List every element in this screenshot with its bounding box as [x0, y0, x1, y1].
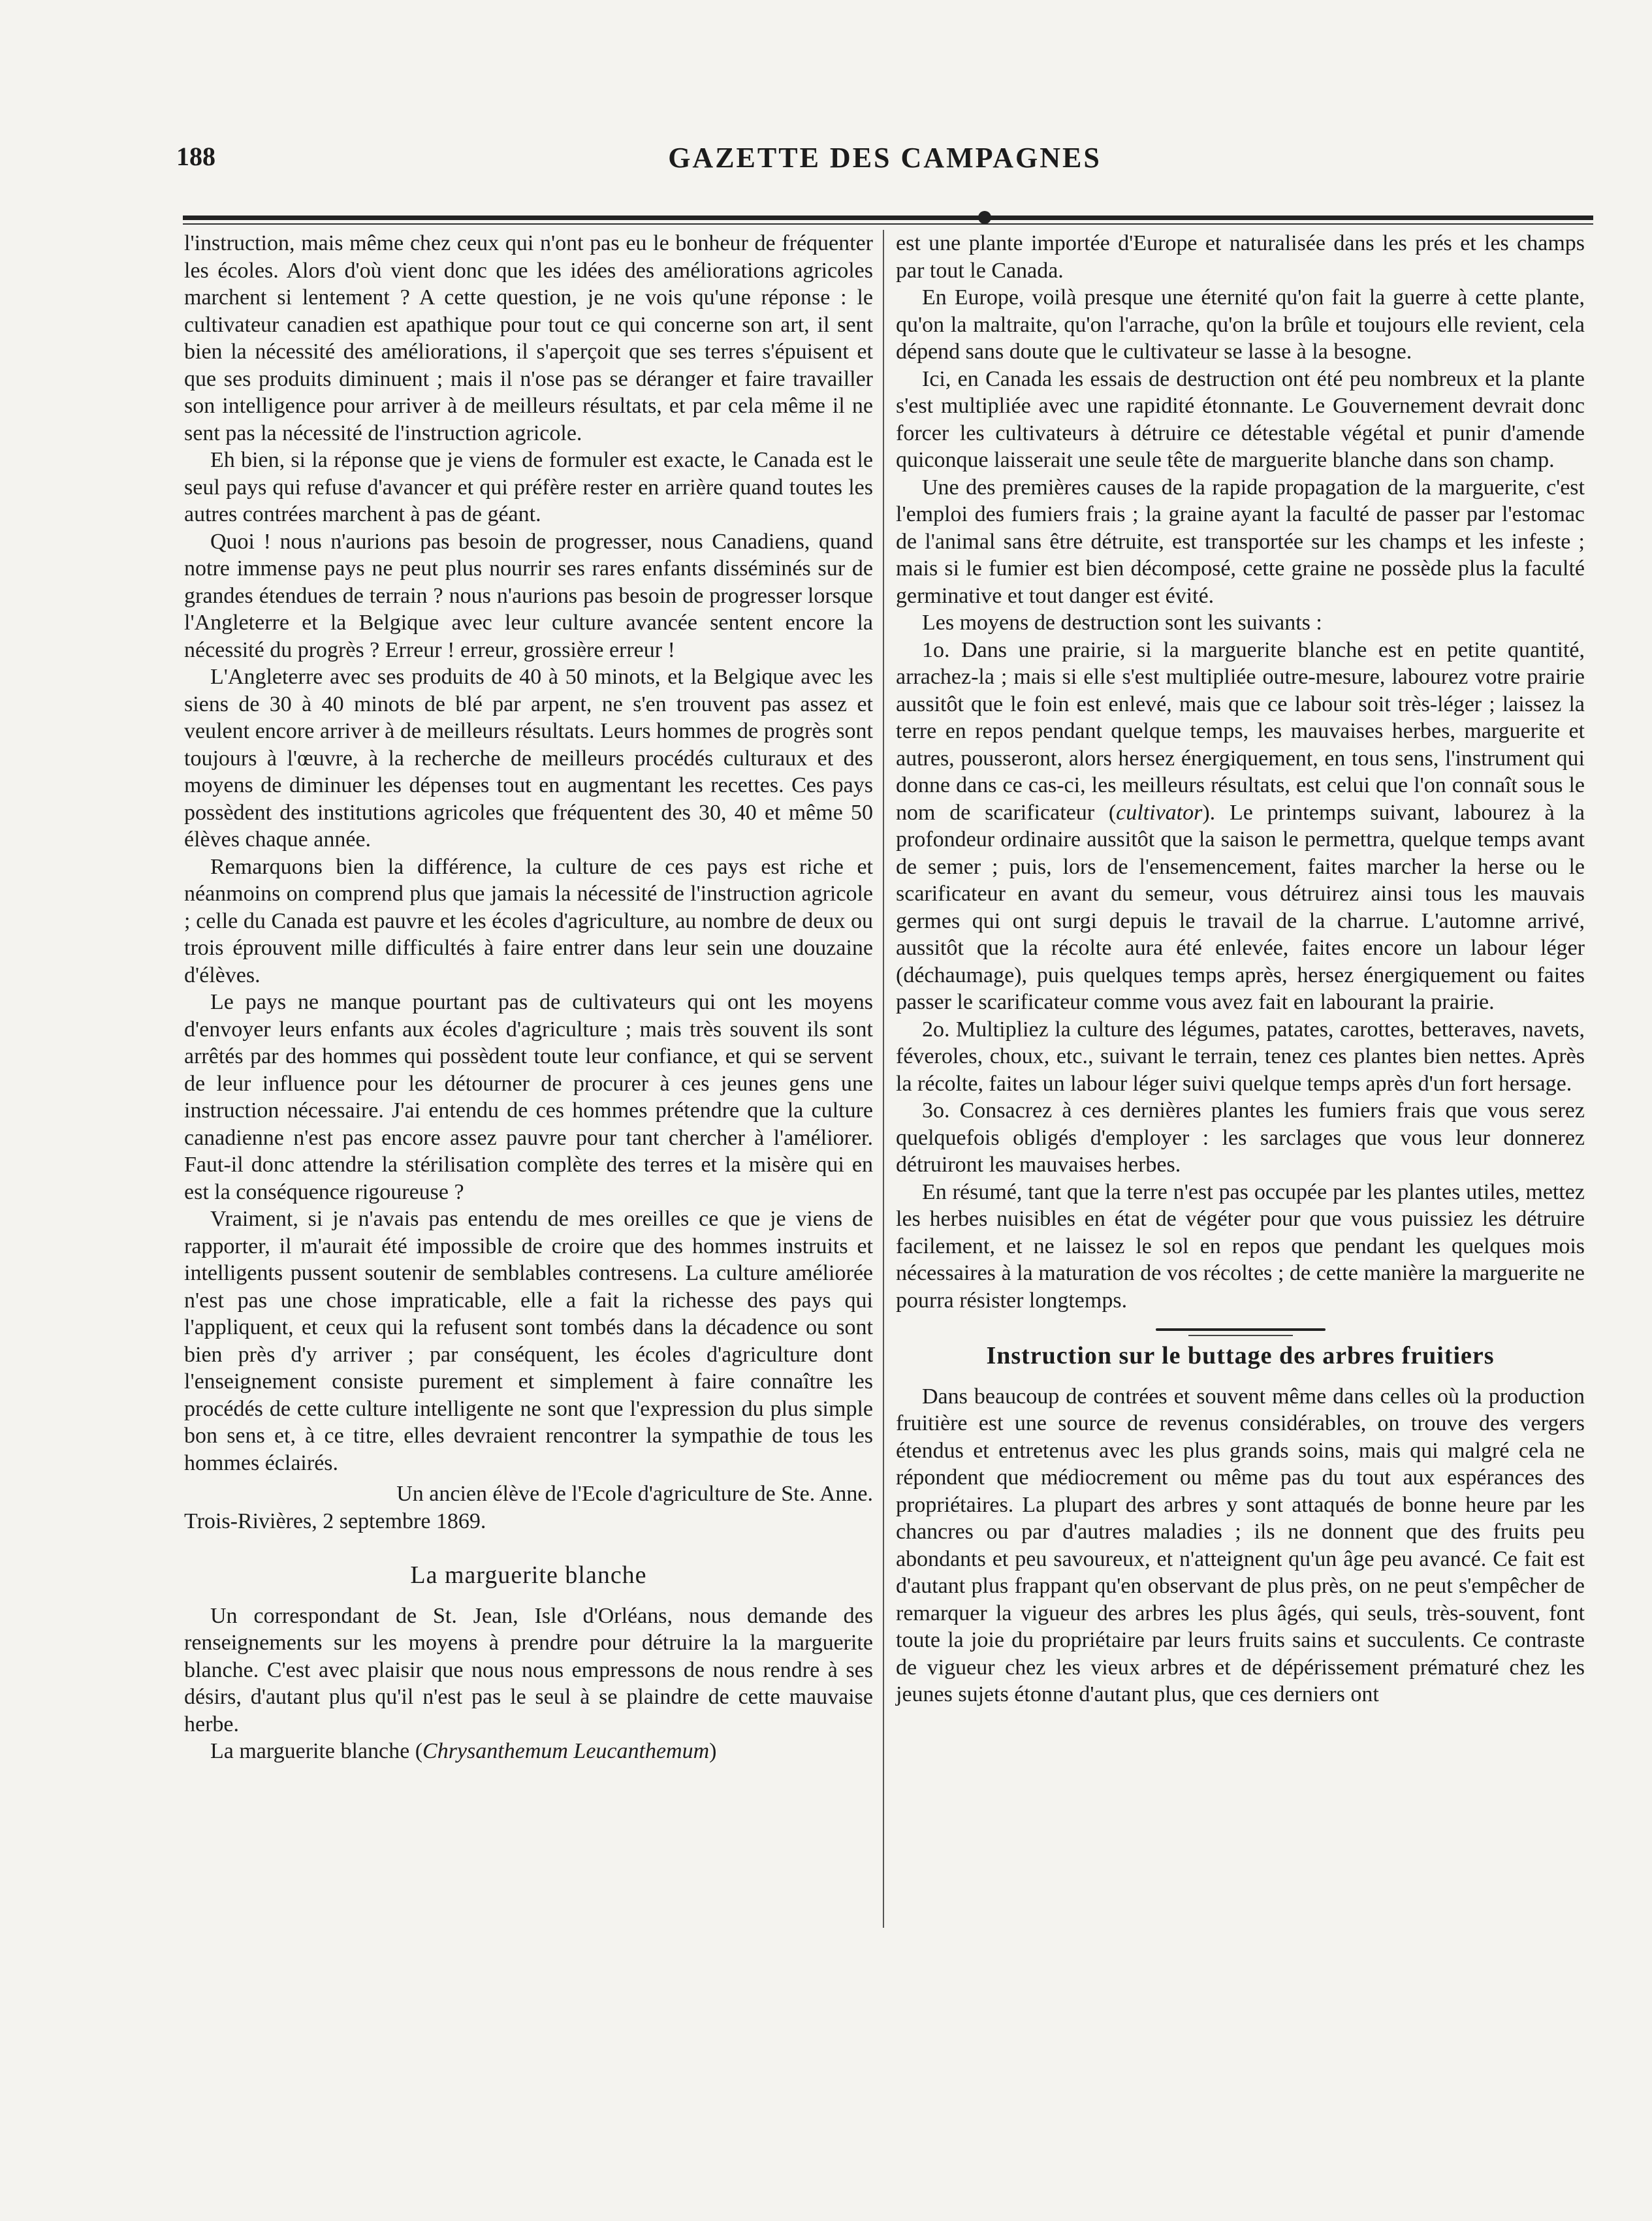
paragraph: Les moyens de destruction sont les suivants : [922, 611, 1322, 635]
text-run: 1o. Dans une prairie, si la marguerite blanche est en petite quantité, arrachez-la ; mais si elle s'est multipliée outre-mesure, labourez votre prairie aussitôt que le foin est enlevé, mais que ce labour soit très-léger ; laissez la terre en repos pendant quelque temps, les mauvaises herbes, marguerite et autres, pousseront, alors hersez énergiquement, en tous sens, l'instrument qui donne dans ce cas-ci, les meilleurs résultats, est celui que l'on connaît sous le nom de scarificateur ( [896, 637, 1585, 825]
article-signature: Un ancien élève de l'Ecole d'agriculture de Ste. Anne. [396, 1482, 873, 1506]
latin-name: Chrysanthemum Leucanthemum [422, 1739, 710, 1763]
paragraph: En résumé, tant que la terre n'est pas occupée par les plantes utiles, mettez les herbes nuisibles en état de végéter pour que vous puissiez les détruire facilement, et ne laissez le sol en repos que pendant les quelques mois nécessaires à la maturation de vos récoltes ; de cette manière la marguerite ne pourra résister longtemps. [896, 1179, 1585, 1313]
paragraph: Quoi ! nous n'aurions pas besoin de progresser, nous Canadiens, quand notre immense pays ne peut plus nourrir ses rares enfants disséminés sur de grandes étendues de terrain ? nous n'aurions pas besoin de progresser lorsque l'Angleterre et la Belgique avec leur culture avancée sentent encore la nécessité du progrès ? Erreur ! erreur, grossière erreur ! [184, 529, 873, 662]
paragraph: Ici, en Canada les essais de destruction ont été peu nombreux et la plante s'est multipliée avec une rapidité étonnante. Le Gouvernement devrait donc forcer les cultivateurs à détruire ce détestable végétal et punir d'amende quiconque laisserait une seule tête de marguerite blanche dans son champ. [896, 366, 1585, 472]
article-place-date: Trois-Rivières, 2 septembre 1869. [184, 1509, 486, 1533]
list-item: 2o. Multipliez la culture des légumes, patates, carottes, betteraves, navets, féveroles, choux, etc., suivant le terrain, tenez ces plantes bien nettes. Après la récolte, faites un labour léger suivi quelque temps après d'un fort hersage. [896, 1017, 1585, 1096]
header-rule-thin [183, 223, 1593, 225]
section-separator [1156, 1328, 1326, 1331]
page-header [176, 138, 1593, 184]
section-separator-thin [1188, 1335, 1293, 1336]
paragraph: Remarquons bien la différence, la culture de ces pays est riche et néanmoins on comprend plus que jamais la nécessité de l'instruction agricole ; celle du Canada est pauvre et les écoles d'agriculture, au nombre de deux ou trois éprouvent mille difficultés à faire entrer dans leur sein une douzaine d'élèves. [184, 854, 873, 987]
paragraph: L'Angleterre avec ses produits de 40 à 50 minots, et la Belgique avec les siens de 30 à 40 minots de blé par arpent, ne s'en trouvent pas assez et veulent encore arriver à de meilleurs résultats. Leurs hommes de progrès sont toujours à l'œuvre, à la recherche de meilleurs procédés culturaux et des moyens de diminuer les dépenses tout en augmentant les recettes. Ces pays possèdent des institutions agricoles que fréquentent des 30, 40 et même 50 élèves chaque année. [184, 665, 873, 852]
paragraph: Un correspondant de St. Jean, Isle d'Orléans, nous demande des renseignements sur les moyens à prendre pour détruire la la marguerite blanche. C'est avec plaisir que nous nous empressons de nous rendre à ses désirs, d'autant plus qu'il n'est pas le seul à se plaindre de cette mauvaise herbe. [184, 1603, 873, 1736]
paragraph: l'instruction, mais même chez ceux qui n'ont pas eu le bonheur de fréquenter les écoles. Alors d'où vient donc que les idées des améliorations agricoles marchent si lentement ? A cette question, je ne vois qu'une réponse : le cultivateur canadien est apathique pour tout ce qui concerne son art, il sent bien la nécessité des améliorations, il s'aperçoit que ses terres s'épuisent et que ses produits diminuent ; mais il n'ose pas se déranger et faire travailler son intelligence pour arriver à de meilleurs résultats, et par cela même il ne sent pas la nécessité de l'instruction agricole. [184, 231, 873, 445]
paragraph: En Europe, voilà presque une éternité qu'on fait la guerre à cette plante, qu'on la maltraite, qu'on l'arrache, qu'on la brûle et toujours elle revient, cela dépend sans doute que le cultivateur se lasse à la besogne. [896, 285, 1585, 364]
list-item: 3o. Consacrez à ces dernières plantes les fumiers frais que vous serez quelquefois obligés d'employer : les sarclages que vous leur donnerez détruiront les mauvaises herbes. [896, 1098, 1585, 1177]
running-title: GAZETTE DES CAMPAGNES [668, 142, 1102, 174]
text-run: ) [709, 1739, 717, 1763]
paragraph [184, 1738, 873, 1765]
left-column [184, 230, 873, 1765]
text-run: La marguerite blanche ( [210, 1739, 423, 1763]
italic-term: cultivator [1116, 800, 1203, 825]
paragraph: est une plante importée d'Europe et naturalisée dans les prés et les champs par tout le Canada. [896, 231, 1585, 283]
rule-ornament [978, 211, 991, 224]
section-title: Instruction sur le buttage des arbres fruitiers [986, 1342, 1495, 1369]
section-title: La marguerite blanche [410, 1561, 647, 1589]
text-run: ). Le printemps suivant, labourez à la profondeur ordinaire aussitôt que la saison le permettra, quelque temps avant de semer ; puis, lors de l'ensemencement, faites marcher la herse ou le scarificateur en avant du semeur, vous détruirez ainsi tous les mauvais germes qui ont surgi depuis le travail de la charrue. L'automne arrivé, aussitôt que la récolte aura été enlevée, faites encore un labour léger (déchaumage), puis quelques temps après, hersez énergiquement ou faites passer le scarificateur comme vous avez fait en labourant la prairie. [896, 800, 1585, 1014]
paragraph: Le pays ne manque pourtant pas de cultivateurs qui ont les moyens d'envoyer leurs enfants aux écoles d'agriculture ; mais très souvent ils sont arrêtés par des hommes qui possèdent toute leur confiance, et qui se servent de leur influence pour les détourner de procurer à ces jeunes gens une instruction nécessaire. J'ai entendu de ces hommes prétendre que la culture canadienne n'est pas encore assez pauvre pour tant chercher à l'améliorer. Faut-il donc attendre la stérilisation complète des terres et la misère qui en est la conséquence rigoureuse ? [184, 990, 873, 1204]
header-rule [183, 216, 1593, 220]
paragraph: Une des premières causes de la rapide propagation de la marguerite, c'est l'emploi des fumiers frais ; la graine ayant la faculté de passer par l'estomac de l'animal sans être détruite, est transportée sur les champs et les infeste ; mais si le fumier est bien décomposé, cette graine ne possède plus la faculté germinative et tout danger est évité. [896, 475, 1585, 608]
column-divider [883, 230, 884, 1928]
page-number: 188 [176, 142, 215, 171]
paragraph: Dans beaucoup de contrées et souvent même dans celles où la production fruitière est une source de revenus considérables, on trouve des vergers étendus et entretenus avec les plus grands soins, mais qui malgré cela ne répondent que médiocrement ou même pas du tout aux espérances des propriétaires. La plupart des arbres y sont attaqués de bonne heure par les chancres ou par d'autres maladies ; ils ne donnent que des fruits peu abondants et peu savoureux, et n'atteignent qu'un âge peu avancé. Ce fait est d'autant plus frappant qu'en observant de plus près, on ne peut s'empêcher de remarquer la vigueur des arbres les plus âgés, qui seuls, très-souvent, font toute la joie du propriétaire par leurs fruits sains et succulents. Ce contraste de vigueur chez les vieux arbres et de dépérissement prématuré chez les jeunes sujets étonne d'autant plus, que ces derniers ont [896, 1384, 1585, 1706]
paragraph: Vraiment, si je n'avais pas entendu de mes oreilles ce que je viens de rapporter, il m'aurait été impossible de croire que des hommes instruits et intelligents pussent soutenir de semblables contresens. La culture améliorée n'est pas une chose impraticable, elle a fait la richesse des pays qui l'appliquent, et ceux qui la refusent sont tombés dans la décadence ou sont bien près d'y arriver ; par conséquent, les écoles d'agriculture dont l'enseignement consiste purement et simplement à faire connaître les procédés de cette culture intelligente ne sont que l'expression du plus simple bon sens et, à ce titre, elles devraient rencontrer la sympathie de tous les hommes éclairés. [184, 1207, 873, 1475]
right-column [896, 230, 1585, 1708]
paragraph: Eh bien, si la réponse que je viens de formuler est exacte, le Canada est le seul pays qui refuse d'avancer et qui préfère rester en arrière quand toutes les autres contrées marchent à pas de géant. [184, 448, 873, 526]
list-item [896, 637, 1585, 1016]
